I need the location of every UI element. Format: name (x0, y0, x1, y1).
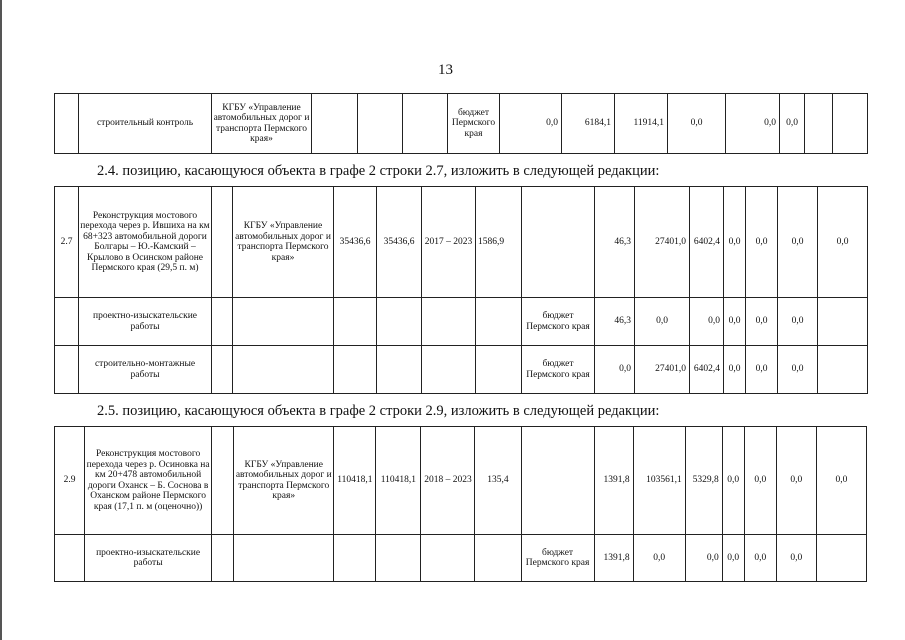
cell-num (55, 535, 85, 582)
cell-org: КГБУ «Управление автомобильных дорог и транспорта Пермского края» (212, 94, 312, 154)
cell-value: 46,3 (595, 187, 635, 298)
cell-empty (476, 346, 522, 394)
cell-capacity: 135,4 (475, 427, 521, 535)
cell-org: КГБУ «Управление автомобильных дорог и транспорта Пермского края» (234, 427, 334, 535)
cell-num (55, 298, 79, 346)
table-top-continuation (54, 93, 868, 154)
cell-value: 0,0 (746, 298, 778, 346)
cell-empty (234, 535, 334, 582)
cell-empty (805, 94, 833, 154)
cell-name: строительно-монтажные работы (79, 346, 212, 394)
cell-value: 0,0 (633, 535, 685, 582)
cell-cost: 35436,6 (334, 187, 377, 298)
cell-value: 0,0 (595, 346, 635, 394)
cell-value: 27401,0 (635, 187, 690, 298)
table-row (55, 535, 867, 582)
cell-name: проектно-изыскательские работы (79, 298, 212, 346)
cell-period: 2017 – 2023 (422, 187, 476, 298)
cell-source: бюджет Пермского края (448, 94, 500, 154)
cell-empty (818, 298, 868, 346)
cell-cost: 110418,1 (334, 427, 376, 535)
cell-num: 2.7 (55, 187, 79, 298)
cell-value: 0,0 (722, 427, 744, 535)
cell-empty (377, 298, 422, 346)
cell-empty (422, 346, 476, 394)
cell-value: 0,0 (776, 427, 816, 535)
cell-empty (233, 346, 334, 394)
cell-empty (422, 298, 476, 346)
cell-empty (334, 535, 376, 582)
cell-value: 46,3 (595, 298, 635, 346)
cell-empty (312, 94, 358, 154)
cell-empty (212, 427, 234, 535)
cell-value: 0,0 (724, 298, 746, 346)
cell-empty (334, 346, 377, 394)
cell-name: проектно-изыскательские работы (85, 535, 212, 582)
cell-cost: 35436,6 (377, 187, 422, 298)
cell-empty (334, 298, 377, 346)
cell-value: 0,0 (816, 427, 866, 535)
cell-empty (212, 535, 234, 582)
cell-name: Реконструкция мостового перехода через р. Ившиха на км 68+323 автомобильной дороги Болгары – Ю.-Камский – Крылово в Осинском районе Пермского края (29,5 п. м) (79, 187, 212, 298)
cell-value: 0,0 (778, 298, 818, 346)
cell-value: 0,0 (818, 187, 868, 298)
cell-source: бюджет Пермского края (522, 298, 595, 346)
cell-empty (816, 535, 866, 582)
cell-value: 0,0 (690, 298, 724, 346)
paragraph-2-4: 2.4. позицию, касающуюся объекта в графе 2 строки 2.7, изложить в следующей редакции: (97, 163, 660, 179)
table-row (55, 298, 868, 346)
cell-value: 11914,1 (615, 94, 668, 154)
cell-name: Реконструкция мостового перехода через р. Осиновка на км 20+478 автомобильной дороги Оханск – Б. Соснова в Оханском районе Пермского края (17,1 п. м (оценочно)) (85, 427, 212, 535)
cell-value: 1391,8 (594, 427, 633, 535)
cell-empty (522, 187, 595, 298)
cell-empty (377, 346, 422, 394)
cell-value: 0,0 (722, 535, 744, 582)
cell-empty (212, 298, 233, 346)
cell-value: 0,0 (668, 94, 726, 154)
scan-left-edge (0, 0, 2, 640)
cell-value: 0,0 (780, 94, 805, 154)
cell-value: 27401,0 (635, 346, 690, 394)
cell-value: 0,0 (746, 187, 778, 298)
cell-value: 6402,4 (690, 187, 724, 298)
table-row (55, 346, 868, 394)
table-2-7 (54, 186, 868, 394)
cell-empty (833, 94, 868, 154)
page-number: 13 (438, 62, 453, 78)
cell-value: 6184,1 (562, 94, 615, 154)
cell-name: строительный контроль (79, 94, 212, 154)
cell-empty (212, 346, 233, 394)
cell-value: 0,0 (778, 187, 818, 298)
cell-value: 0,0 (744, 427, 776, 535)
cell-value: 0,0 (685, 535, 722, 582)
cell-value: 0,0 (724, 187, 746, 298)
cell-empty (421, 535, 475, 582)
cell-num (55, 94, 79, 154)
cell-empty (376, 535, 421, 582)
cell-source: бюджет Пермского края (521, 535, 594, 582)
cell-value: 0,0 (776, 535, 816, 582)
cell-num (55, 346, 79, 394)
cell-period: 2018 – 2023 (421, 427, 475, 535)
cell-empty (818, 346, 868, 394)
cell-cost: 110418,1 (376, 427, 421, 535)
paragraph-2-5: 2.5. позицию, касающуюся объекта в графе 2 строки 2.9, изложить в следующей редакции: (97, 403, 660, 419)
cell-value: 6402,4 (690, 346, 724, 394)
cell-empty (521, 427, 594, 535)
cell-empty (403, 94, 448, 154)
cell-empty (358, 94, 403, 154)
cell-value: 0,0 (746, 346, 778, 394)
cell-capacity: 1586,9 (476, 187, 522, 298)
cell-empty (475, 535, 521, 582)
cell-value: 103561,1 (633, 427, 685, 535)
table-row (55, 94, 868, 154)
cell-value: 0,0 (744, 535, 776, 582)
cell-value: 5329,8 (685, 427, 722, 535)
table-row (55, 427, 867, 535)
cell-value: 0,0 (778, 346, 818, 394)
cell-empty (476, 298, 522, 346)
cell-value: 0,0 (726, 94, 780, 154)
table-row (55, 187, 868, 298)
cell-empty (233, 298, 334, 346)
cell-value: 0,0 (500, 94, 562, 154)
cell-empty (212, 187, 233, 298)
cell-value: 0,0 (724, 346, 746, 394)
cell-value: 0,0 (635, 298, 690, 346)
cell-source: бюджет Пермского края (522, 346, 595, 394)
cell-num: 2.9 (55, 427, 85, 535)
cell-org: КГБУ «Управление автомобильных дорог и транспорта Пермского края» (233, 187, 334, 298)
table-2-9 (54, 426, 867, 582)
cell-value: 1391,8 (594, 535, 633, 582)
